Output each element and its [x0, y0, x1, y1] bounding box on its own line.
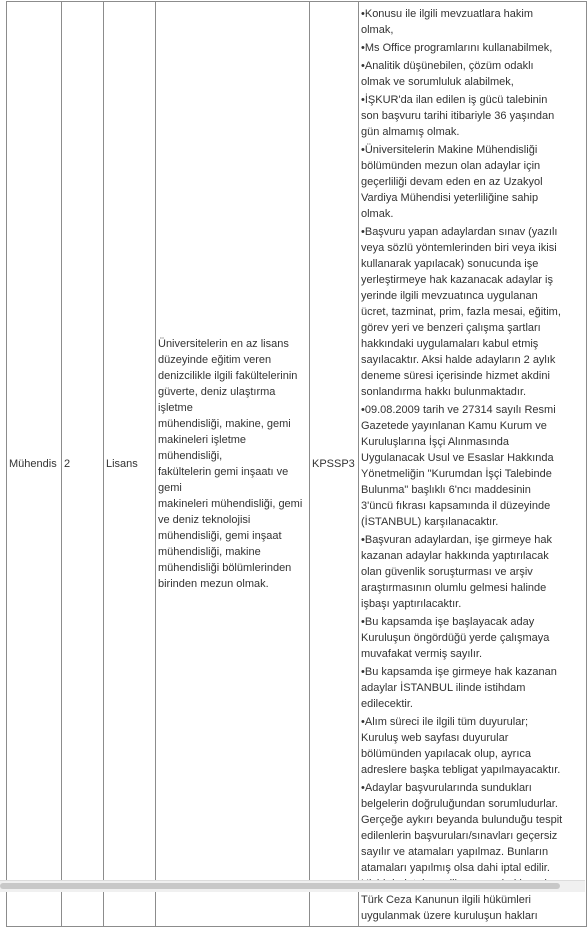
requirement-line: •Başvuru yapan adaylardan sınav (yazılı: [361, 226, 558, 238]
requirement-line: Gerçeğe aykırı beyanda bulunduğu tespit: [361, 814, 563, 826]
requirement-line: görev yeri ve benzeri çalışma şartları: [361, 322, 541, 334]
requirement-item: [361, 402, 584, 530]
requirement-line: Kuruluş web sayfası duyurular: [361, 732, 509, 744]
requirement-item: [361, 532, 584, 612]
requirement-item: [361, 6, 584, 38]
department-line: birinden mezun olmak.: [158, 578, 269, 590]
scrollbar-thumb[interactable]: [0, 883, 560, 889]
requirement-line: (İSTANBUL) karşılanacaktır.: [361, 516, 499, 528]
requirement-line: kullanarak yapılacak) sonucunda işe: [361, 258, 539, 270]
requirement-line: muvafakat vermiş sayılır.: [361, 648, 483, 660]
requirement-line: •09.08.2009 tarih ve 27314 sayılı Resmi: [361, 404, 556, 416]
department-cell: [156, 2, 310, 927]
requirement-line: •Üniversitelerin Makine Mühendisliği: [361, 144, 538, 156]
requirement-item: [361, 58, 584, 90]
position-cell: Mühendis: [7, 2, 62, 927]
requirement-line: sayılacaktır. Aksi halde adayların 2 aylık: [361, 354, 556, 366]
requirement-line: •Adaylar başvurularında sundukları: [361, 782, 532, 794]
requirement-line: yerinde ilgili mevzuatınca uygulanan: [361, 290, 538, 302]
requirement-line: edilenlerin başvuruları/sınavları geçersiz: [361, 830, 558, 842]
requirement-item: [361, 714, 584, 778]
requirement-line: geçerliliği devam eden en az Uzakyol: [361, 176, 543, 188]
education-cell: Lisans: [104, 2, 156, 927]
requirement-line: Uygulanacak Usul ve Esaslar Hakkında: [361, 452, 554, 464]
requirements-cell: [359, 2, 587, 927]
requirement-line: •İŞKUR'da ilan edilen iş gücü talebinin: [361, 94, 548, 106]
requirement-line: uygulanmak üzere kuruluşun hakları: [361, 910, 538, 922]
requirement-line: •Konusu ile ilgili mevzuatlara hakim: [361, 8, 533, 20]
table-row: [7, 2, 587, 927]
requirement-line: olmak ve sorumluluk alabilmek,: [361, 76, 514, 88]
department-line: mühendisliği, gemi inşaat: [158, 530, 282, 542]
requirement-line: yerleştirmeye hak kazanacak adaylar iş: [361, 274, 553, 286]
requirement-line: ücret, tazminat, prim, fazla mesai, eğitim,: [361, 306, 561, 318]
requirement-line: gün almamış olmak.: [361, 126, 460, 138]
department-line: makineleri işletme mühendisliği,: [158, 434, 247, 462]
department-line: denizcilikle ilgili fakültelerinin: [158, 370, 298, 382]
department-line: güverte, deniz ulaştırma işletme: [158, 386, 276, 414]
requirement-line: Kuruluşlarına İşçi Alınmasında: [361, 436, 509, 448]
requirement-line: sonlandırma hakkı bulunmaktadır.: [361, 386, 527, 398]
department-line: mühendisliği, makine, gemi: [158, 418, 291, 430]
requirement-line: araştırmasının olumlu gelmesi halinde: [361, 582, 547, 594]
requirement-item: [361, 780, 584, 924]
requirement-line: olmak,: [361, 24, 394, 36]
requirement-item: [361, 142, 584, 222]
requirement-line: işbaşı yaptırılacaktır.: [361, 598, 462, 610]
requirement-item: [361, 40, 584, 56]
requirement-line: sayılır ve atamaları yapılmaz. Bunların: [361, 846, 549, 858]
department-line: Üniversitelerin en az lisans: [158, 338, 289, 350]
requirement-line: adaylar İSTANBUL ilinde istihdam: [361, 682, 526, 694]
department-line: ve deniz teknolojisi: [158, 514, 251, 526]
requirement-line: Türk Ceza Kanunun ilgili hükümleri: [361, 894, 531, 906]
requirement-line: olmak.: [361, 208, 394, 220]
requirement-line: belgelerin doğruluğundan sorumludurlar.: [361, 798, 558, 810]
requirement-line: Bulunma" başlıklı 6'ncı maddesinin: [361, 484, 531, 496]
requirement-line: bölümünden mezun olan adaylar için: [361, 160, 541, 172]
requirement-line: adreslere başka tebligat yapılmayacaktır.: [361, 764, 561, 776]
requirement-line: veya sözlü yöntemlerinden biri veya ikisi: [361, 242, 557, 254]
requirement-line: Gazetede yayınlanan Kamu Kurum ve: [361, 420, 547, 432]
requirement-line: 3'üncü fıkrası kapsamında il düzeyinde: [361, 500, 551, 512]
requirement-item: [361, 664, 584, 712]
requirement-line: bölümünden yapılacak olup, ayrıca: [361, 748, 531, 760]
department-line: fakültelerin gemi inşaatı ve gemi: [158, 466, 289, 494]
requirement-line: hakkındaki uygulamaları kabul etmiş: [361, 338, 539, 350]
requirement-line: •Bu kapsamda işe başlayacak aday: [361, 616, 535, 628]
horizontal-scrollbar[interactable]: [0, 880, 585, 892]
count-cell: 2: [62, 2, 104, 927]
requirement-line: atamaları yapılmış olsa dahi iptal edilir.: [361, 862, 550, 874]
requirement-line: •Alım süreci ile ilgili tüm duyurular;: [361, 716, 529, 728]
department-line: mühendisliği bölümlerinden: [158, 562, 292, 574]
requirement-item: [361, 92, 584, 140]
requirement-item: [361, 614, 584, 662]
requirement-line: Kuruluşun öngördüğü yerde çalışmaya: [361, 632, 550, 644]
requirement-line: edilecektir.: [361, 698, 413, 710]
requirement-line: •Bu kapsamda işe girmeye hak kazanan: [361, 666, 557, 678]
requirement-item: [361, 224, 584, 400]
requirement-line: •Ms Office programlarını kullanabilmek,: [361, 42, 553, 54]
requirement-line: •Analitik düşünebilen, çözüm odaklı: [361, 60, 534, 72]
requirement-line: son başvuru tarihi itibariyle 36 yaşından: [361, 110, 555, 122]
exam-cell: KPSSP3: [310, 2, 359, 927]
requirement-line: Yönetmeliğin "Kurumdan İşçi Talebinde: [361, 468, 552, 480]
department-line: makineleri mühendisliği, gemi: [158, 498, 303, 510]
requirement-line: olan güvenlik soruşturması ve arşiv: [361, 566, 533, 578]
requirement-line: •Başvuran adaylardan, işe girmeye hak: [361, 534, 552, 546]
department-line: düzeyinde eğitim veren: [158, 354, 272, 366]
requirement-line: kazanan adaylar hakkında yaptırılacak: [361, 550, 549, 562]
job-listing-table: [6, 1, 587, 927]
requirement-line: Vardiya Mühendisi yeterliliğine sahip: [361, 192, 539, 204]
department-line: mühendisliği, makine: [158, 546, 261, 558]
requirement-line: deneme süresi içerisinde hizmet akdini: [361, 370, 550, 382]
